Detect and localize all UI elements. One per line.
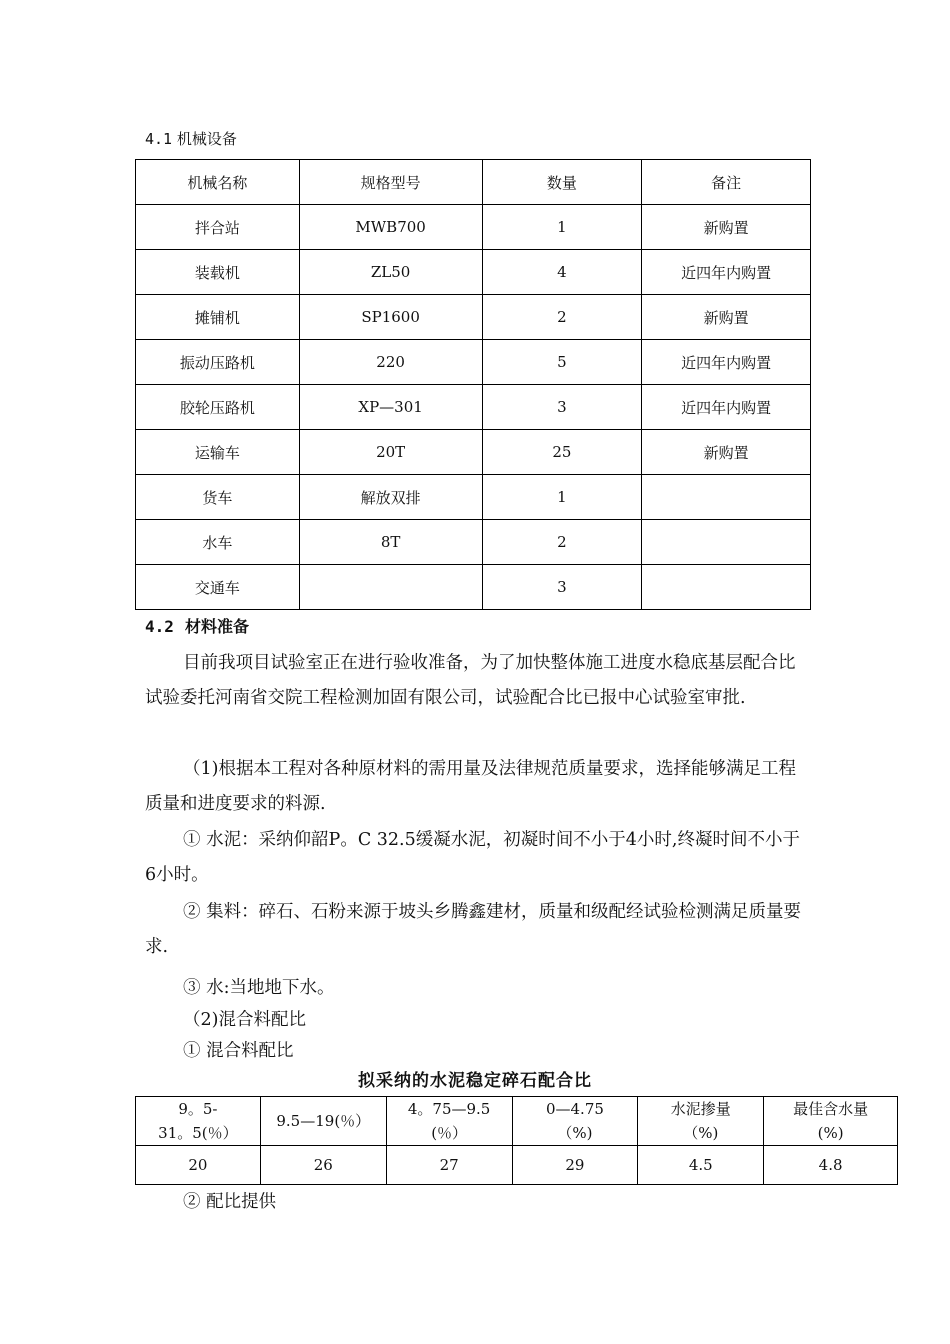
table-cell: 摊铺机 [136, 295, 300, 340]
table-row [136, 385, 811, 430]
table-cell: 装载机 [136, 250, 300, 295]
table-cell: MWB700 [299, 205, 482, 250]
table-cell: 25 [482, 430, 642, 475]
table-cell [642, 475, 811, 520]
table-row [136, 475, 811, 520]
table-cell: 1 [482, 475, 642, 520]
table-cell: 4.5 [638, 1146, 764, 1185]
section-number: 4.2 [145, 617, 174, 636]
table-row [136, 565, 811, 610]
header-line: 0—4.75 [545, 1100, 604, 1118]
table-row [136, 205, 811, 250]
header-line: 最佳含水量 [793, 1100, 869, 1118]
header-line: 9。5- [178, 1100, 218, 1118]
table-cell: 水车 [136, 520, 300, 565]
table-row [136, 430, 811, 475]
paragraph-ratio-provision: ② 配比提供 [183, 1192, 277, 1212]
table-cell: 2 [482, 295, 642, 340]
header-line: （%) [683, 1124, 719, 1142]
header-cell [638, 1097, 764, 1146]
table-cell: 拌合站 [136, 205, 300, 250]
table-header-row [136, 1097, 898, 1146]
table-cell: 3 [482, 565, 642, 610]
header-line: （%) [557, 1124, 593, 1142]
table-cell: ZL50 [299, 250, 482, 295]
section-number: 4.1 [145, 130, 173, 148]
table-cell: 货车 [136, 475, 300, 520]
table-cell: 运输车 [136, 430, 300, 475]
table-row [136, 340, 811, 385]
table-cell: 1 [482, 205, 642, 250]
header-cell [512, 1097, 638, 1146]
table-cell: 5 [482, 340, 642, 385]
mix-ratio-table [135, 1096, 898, 1185]
table-cell [642, 520, 811, 565]
section-4-1-heading [145, 128, 237, 149]
section-4-2-heading [145, 614, 249, 637]
mix-table-title: 拟采纳的水泥稳定碎石配合比 [358, 1071, 592, 1091]
equipment-table [135, 159, 811, 610]
section-title: 材料准备 [185, 617, 250, 636]
header-cell [386, 1097, 512, 1146]
table-row [136, 1146, 898, 1185]
section-title: 机械设备 [176, 130, 237, 148]
header-cell: 数量 [482, 160, 642, 205]
paragraph-lab-status: 目前我项目试验室正在进行验收准备，为了加快整体施工进度水稳底基层配合比试验委托河南省交院工程检测加固有限公司，试验配合比已报中心试验室审批. [145, 653, 796, 708]
table-cell: 近四年内购置 [642, 385, 811, 430]
table-cell [299, 565, 482, 610]
table-row [136, 520, 811, 565]
table-cell: 振动压路机 [136, 340, 300, 385]
table-cell: 4.8 [764, 1146, 898, 1185]
table-cell: 29 [512, 1146, 638, 1185]
header-cell [764, 1097, 898, 1146]
table-cell: 新购置 [642, 295, 811, 340]
table-row [136, 250, 811, 295]
paragraph-mix-subheading: ① 混合料配比 [183, 1041, 294, 1061]
table-cell: 胶轮压路机 [136, 385, 300, 430]
table-cell: XP—301 [299, 385, 482, 430]
header-cell: 规格型号 [299, 160, 482, 205]
table-cell: 近四年内购置 [642, 340, 811, 385]
table-header-row [136, 160, 811, 205]
table-cell: 20T [299, 430, 482, 475]
table-cell [642, 565, 811, 610]
header-line: 9.5—19(％） [276, 1112, 371, 1130]
header-line: (%) [817, 1124, 844, 1142]
table-cell: 新购置 [642, 430, 811, 475]
header-line: 水泥掺量 [670, 1100, 731, 1118]
paragraph-mix-heading: （2)混合料配比 [183, 1010, 306, 1030]
table-cell: 4 [482, 250, 642, 295]
table-cell: 新购置 [642, 205, 811, 250]
header-cell [136, 1097, 261, 1146]
header-cell: 备注 [642, 160, 811, 205]
table-cell: 8T [299, 520, 482, 565]
header-cell [260, 1097, 386, 1146]
header-line: 31。5(％） [158, 1124, 238, 1142]
table-cell: SP1600 [299, 295, 482, 340]
paragraph-water: ③ 水:当地地下水。 [183, 978, 335, 998]
table-cell: 解放双排 [299, 475, 482, 520]
table-cell: 20 [136, 1146, 261, 1185]
paragraph-cement: ① 水泥：采纳仰韶P。C 32.5缓凝水泥，初凝时间不小于4小时,终凝时间不小于6小时。 [145, 830, 800, 885]
table-cell: 26 [260, 1146, 386, 1185]
table-cell: 交通车 [136, 565, 300, 610]
paragraph-material-source: （1)根据本工程对各种原材料的需用量及法律规范质量要求，选择能够满足工程质量和进度要求的料源. [145, 759, 796, 814]
header-cell: 机械名称 [136, 160, 300, 205]
paragraph-aggregate: ② 集料：碎石、石粉来源于坡头乡腾鑫建材，质量和级配经试验检测满足质量要求. [145, 902, 802, 957]
table-cell: 27 [386, 1146, 512, 1185]
table-row [136, 295, 811, 340]
header-line: 4。75—9.5 [407, 1100, 491, 1118]
table-cell: 220 [299, 340, 482, 385]
table-cell: 近四年内购置 [642, 250, 811, 295]
table-cell: 2 [482, 520, 642, 565]
table-cell: 3 [482, 385, 642, 430]
header-line: (％） [431, 1124, 468, 1142]
